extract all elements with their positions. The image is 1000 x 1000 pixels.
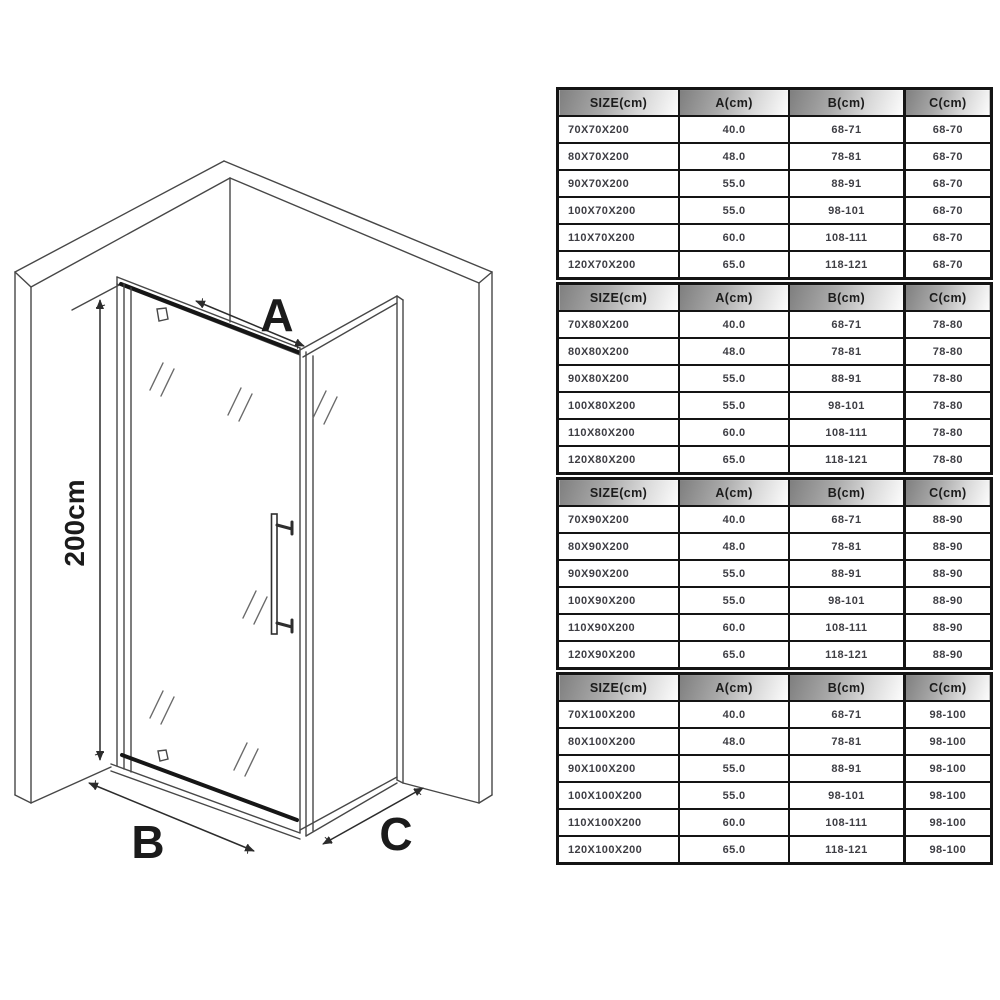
table-row bbox=[558, 365, 992, 392]
table-cell: 68-70 bbox=[904, 224, 991, 251]
table-row bbox=[558, 614, 992, 641]
table-row bbox=[558, 419, 992, 446]
column-header: B(cm) bbox=[789, 284, 904, 312]
table-cell: 60.0 bbox=[679, 419, 789, 446]
table-cell: 60.0 bbox=[679, 809, 789, 836]
table-row bbox=[558, 311, 992, 338]
table-cell: 90X70X200 bbox=[558, 170, 680, 197]
dimension-height-label: 200cm bbox=[59, 479, 90, 567]
table-cell: 98-101 bbox=[789, 392, 904, 419]
header-row bbox=[558, 674, 992, 702]
table-row bbox=[558, 782, 992, 809]
table-cell: 98-101 bbox=[789, 587, 904, 614]
column-header: C(cm) bbox=[904, 284, 991, 312]
table-row bbox=[558, 641, 992, 669]
door-panel bbox=[111, 277, 313, 839]
column-header: A(cm) bbox=[679, 284, 789, 312]
table-cell: 40.0 bbox=[679, 701, 789, 728]
table-cell: 55.0 bbox=[679, 392, 789, 419]
table-cell: 108-111 bbox=[789, 224, 904, 251]
table-cell: 120X70X200 bbox=[558, 251, 680, 279]
table-cell: 68-71 bbox=[789, 701, 904, 728]
table-cell: 90X90X200 bbox=[558, 560, 680, 587]
table-cell: 118-121 bbox=[789, 641, 904, 669]
table-row bbox=[558, 506, 992, 533]
column-header: C(cm) bbox=[904, 479, 991, 507]
table-cell: 60.0 bbox=[679, 224, 789, 251]
table-cell: 88-90 bbox=[904, 506, 991, 533]
table-cell: 55.0 bbox=[679, 755, 789, 782]
table-cell: 108-111 bbox=[789, 614, 904, 641]
table-cell: 88-91 bbox=[789, 365, 904, 392]
table-cell: 118-121 bbox=[789, 446, 904, 474]
table-cell: 80X80X200 bbox=[558, 338, 680, 365]
dimension-c-label: C bbox=[379, 808, 413, 860]
table-cell: 98-100 bbox=[904, 782, 991, 809]
table-cell: 88-90 bbox=[904, 641, 991, 669]
table-cell: 60.0 bbox=[679, 614, 789, 641]
table-cell: 78-80 bbox=[904, 311, 991, 338]
table-cell: 98-100 bbox=[904, 809, 991, 836]
table-cell: 88-90 bbox=[904, 587, 991, 614]
table-cell: 70X100X200 bbox=[558, 701, 680, 728]
table-cell: 118-121 bbox=[789, 836, 904, 864]
table-cell: 120X80X200 bbox=[558, 446, 680, 474]
header-row bbox=[558, 479, 992, 507]
table-cell: 68-70 bbox=[904, 251, 991, 279]
table-cell: 90X100X200 bbox=[558, 755, 680, 782]
side-panel bbox=[300, 296, 403, 836]
table-cell: 78-80 bbox=[904, 446, 991, 474]
table-row bbox=[558, 587, 992, 614]
column-header: C(cm) bbox=[904, 674, 991, 702]
table-cell: 70X70X200 bbox=[558, 116, 680, 143]
table-cell: 78-81 bbox=[789, 338, 904, 365]
table-cell: 80X100X200 bbox=[558, 728, 680, 755]
table-cell: 65.0 bbox=[679, 446, 789, 474]
table-cell: 98-100 bbox=[904, 701, 991, 728]
table-cell: 98-101 bbox=[789, 197, 904, 224]
table-cell: 88-91 bbox=[789, 170, 904, 197]
column-header: C(cm) bbox=[904, 89, 991, 117]
table-cell: 98-100 bbox=[904, 836, 991, 864]
table-cell: 68-71 bbox=[789, 311, 904, 338]
table-cell: 88-90 bbox=[904, 533, 991, 560]
column-header: SIZE(cm) bbox=[558, 479, 680, 507]
table-cell: 78-80 bbox=[904, 338, 991, 365]
table-cell: 110X80X200 bbox=[558, 419, 680, 446]
table-row bbox=[558, 533, 992, 560]
table-cell: 100X100X200 bbox=[558, 782, 680, 809]
table-cell: 88-90 bbox=[904, 560, 991, 587]
table-cell: 98-101 bbox=[789, 782, 904, 809]
table-cell: 80X90X200 bbox=[558, 533, 680, 560]
column-header: B(cm) bbox=[789, 479, 904, 507]
size-table-100-depth bbox=[556, 672, 993, 865]
table-row bbox=[558, 197, 992, 224]
table-cell: 78-81 bbox=[789, 143, 904, 170]
table-cell: 100X70X200 bbox=[558, 197, 680, 224]
table-cell: 55.0 bbox=[679, 170, 789, 197]
table-cell: 98-100 bbox=[904, 728, 991, 755]
table-cell: 68-71 bbox=[789, 506, 904, 533]
table-row bbox=[558, 560, 992, 587]
table-cell: 68-70 bbox=[904, 170, 991, 197]
table-cell: 90X80X200 bbox=[558, 365, 680, 392]
table-cell: 120X100X200 bbox=[558, 836, 680, 864]
table-row bbox=[558, 170, 992, 197]
table-cell: 65.0 bbox=[679, 836, 789, 864]
table-cell: 68-70 bbox=[904, 116, 991, 143]
size-table-80-depth bbox=[556, 282, 993, 475]
table-cell: 48.0 bbox=[679, 143, 789, 170]
table-row bbox=[558, 755, 992, 782]
header-row bbox=[558, 89, 992, 117]
column-header: A(cm) bbox=[679, 89, 789, 117]
door-bottom-rail bbox=[122, 755, 297, 820]
table-cell: 55.0 bbox=[679, 587, 789, 614]
table-row bbox=[558, 809, 992, 836]
table-row bbox=[558, 836, 992, 864]
table-cell: 78-80 bbox=[904, 419, 991, 446]
table-cell: 70X80X200 bbox=[558, 311, 680, 338]
door-handle bbox=[272, 514, 293, 634]
door-top-clip bbox=[157, 308, 168, 321]
table-row bbox=[558, 392, 992, 419]
table-row bbox=[558, 728, 992, 755]
column-header: SIZE(cm) bbox=[558, 284, 680, 312]
table-row bbox=[558, 143, 992, 170]
table-row bbox=[558, 116, 992, 143]
table-cell: 110X100X200 bbox=[558, 809, 680, 836]
table-cell: 48.0 bbox=[679, 533, 789, 560]
column-header: B(cm) bbox=[789, 89, 904, 117]
table-cell: 55.0 bbox=[679, 560, 789, 587]
table-cell: 48.0 bbox=[679, 728, 789, 755]
table-cell: 40.0 bbox=[679, 116, 789, 143]
column-header: A(cm) bbox=[679, 674, 789, 702]
dimension-arrows bbox=[89, 300, 423, 851]
table-cell: 40.0 bbox=[679, 311, 789, 338]
column-header: SIZE(cm) bbox=[558, 89, 680, 117]
table-row bbox=[558, 338, 992, 365]
table-cell: 55.0 bbox=[679, 197, 789, 224]
column-header: SIZE(cm) bbox=[558, 674, 680, 702]
table-cell: 40.0 bbox=[679, 506, 789, 533]
table-cell: 78-80 bbox=[904, 365, 991, 392]
table-cell: 55.0 bbox=[679, 782, 789, 809]
dimension-a-label: A bbox=[260, 289, 294, 341]
table-cell: 110X70X200 bbox=[558, 224, 680, 251]
table-cell: 88-91 bbox=[789, 560, 904, 587]
table-cell: 108-111 bbox=[789, 809, 904, 836]
table-cell: 100X90X200 bbox=[558, 587, 680, 614]
size-table-90-depth bbox=[556, 477, 993, 670]
table-cell: 55.0 bbox=[679, 365, 789, 392]
size-tables bbox=[556, 87, 993, 867]
table-row bbox=[558, 251, 992, 279]
table-cell: 88-90 bbox=[904, 614, 991, 641]
table-cell: 65.0 bbox=[679, 641, 789, 669]
table-cell: 108-111 bbox=[789, 419, 904, 446]
glass-shine-marks bbox=[150, 363, 337, 776]
column-header: A(cm) bbox=[679, 479, 789, 507]
table-cell: 110X90X200 bbox=[558, 614, 680, 641]
size-table-70-depth bbox=[556, 87, 993, 280]
table-cell: 118-121 bbox=[789, 251, 904, 279]
table-cell: 100X80X200 bbox=[558, 392, 680, 419]
dimension-b-label: B bbox=[131, 816, 165, 868]
door-bottom-clip bbox=[158, 750, 168, 761]
table-cell: 68-70 bbox=[904, 143, 991, 170]
table-cell: 120X90X200 bbox=[558, 641, 680, 669]
table-cell: 48.0 bbox=[679, 338, 789, 365]
column-header: B(cm) bbox=[789, 674, 904, 702]
table-row bbox=[558, 224, 992, 251]
table-cell: 78-81 bbox=[789, 728, 904, 755]
table-cell: 68-71 bbox=[789, 116, 904, 143]
table-cell: 68-70 bbox=[904, 197, 991, 224]
table-cell: 70X90X200 bbox=[558, 506, 680, 533]
table-cell: 88-91 bbox=[789, 755, 904, 782]
table-row bbox=[558, 446, 992, 474]
table-cell: 98-100 bbox=[904, 755, 991, 782]
table-row bbox=[558, 701, 992, 728]
table-cell: 78-81 bbox=[789, 533, 904, 560]
table-cell: 65.0 bbox=[679, 251, 789, 279]
header-row bbox=[558, 284, 992, 312]
table-cell: 78-80 bbox=[904, 392, 991, 419]
table-cell: 80X70X200 bbox=[558, 143, 680, 170]
